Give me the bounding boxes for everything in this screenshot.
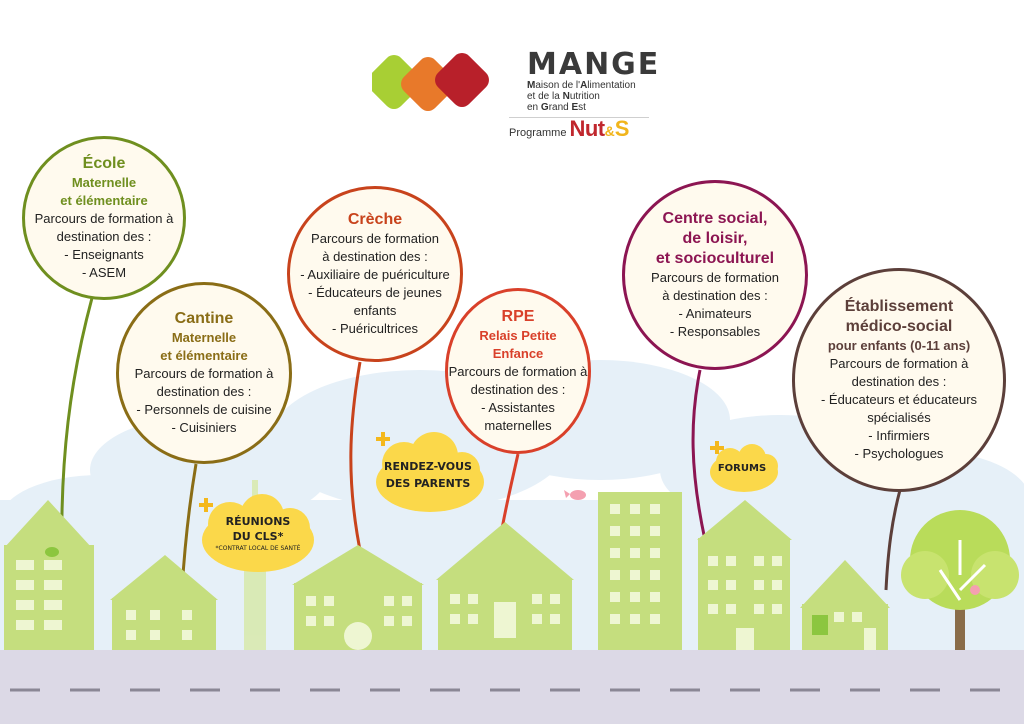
bubble-text: à destination des :: [662, 288, 768, 303]
list-item: - Personnels de cuisine: [136, 402, 272, 417]
cloud-note: *CONTRAT LOCAL DE SANTÉ: [215, 545, 301, 552]
bubble-centre-social: [622, 180, 808, 370]
bubble-subtitle: Maternelle: [171, 330, 237, 345]
bubble-subtitle: Relais Petite: [479, 328, 557, 343]
road: [0, 650, 1024, 724]
bubble-text: destination des :: [851, 374, 947, 389]
mange-logo-icon: [372, 52, 512, 112]
list-item: enfants: [353, 303, 397, 318]
bubble-creche: [287, 186, 463, 362]
bubble-subtitle: pour enfants (0-11 ans): [827, 338, 971, 353]
bubble-ecole: [22, 136, 186, 300]
bubble-cantine: [116, 282, 292, 464]
list-item: - Cuisiniers: [171, 420, 237, 435]
list-item: - Infirmiers: [868, 428, 930, 443]
bubble-subtitle: Enfance: [492, 346, 544, 361]
programme-label: Programme Nut & S: [509, 116, 630, 141]
bubble-text: destination des :: [156, 384, 252, 399]
bubble-title: Crèche: [347, 211, 403, 228]
cloud-label: FORUMS: [717, 463, 767, 474]
list-item: - Éducateurs et éducateurs: [820, 392, 978, 407]
brand-subtitle: Maison de l'Alimentation et de la Nutrition en Grand Est: [527, 80, 636, 113]
bubble-title: médico-social: [845, 318, 953, 335]
bubble-text: destination des :: [470, 382, 566, 397]
bubble-text: Parcours de formation: [651, 270, 779, 285]
bubble-title: et socioculturel: [655, 250, 775, 267]
list-item: - Responsables: [669, 324, 761, 339]
bubble-subtitle: et élémentaire: [60, 193, 148, 208]
list-item: - Psychologues: [854, 446, 944, 461]
cloud-label: DU CLS*: [232, 530, 284, 543]
cloud-forums: [704, 438, 780, 494]
bubble-text: destination des :: [56, 229, 152, 244]
list-item: - Éducateurs de jeunes: [308, 285, 442, 300]
bubble-text: Parcours de formation à: [448, 364, 588, 379]
cloud-rendez-vous-parents: [370, 430, 486, 518]
bubble-subtitle: et élémentaire: [160, 348, 248, 363]
cloud-label: RÉUNIONS: [225, 515, 291, 528]
bubble-title: RPE: [501, 308, 535, 325]
brand-block: [527, 47, 661, 113]
list-item: - Assistantes: [481, 400, 555, 415]
bubble-title: École: [82, 155, 126, 172]
bubble-text: Parcours de formation à: [134, 366, 274, 381]
bubble-text: Parcours de formation à: [829, 356, 969, 371]
bubble-text: à destination des :: [322, 249, 428, 264]
bubble-title: Centre social,: [662, 210, 768, 227]
list-item: - ASEM: [81, 265, 127, 280]
bubble-title: de loisir,: [682, 230, 748, 247]
brand-name: MANGE: [527, 47, 661, 82]
list-item: spécialisés: [867, 410, 931, 425]
list-item: - Puéricultrices: [332, 321, 418, 336]
list-item: maternelles: [484, 418, 552, 433]
bubble-medico-social: [792, 268, 1006, 492]
cloud-label: DES PARENTS: [385, 477, 471, 490]
bubble-text: Parcours de formation: [311, 231, 439, 246]
bubble-title: Établissement: [844, 298, 954, 315]
list-item: - Auxiliaire de puériculture: [300, 267, 450, 282]
cloud-label: RENDEZ-VOUS: [384, 460, 472, 473]
bubble-title: Cantine: [174, 310, 234, 327]
cloud-reunions-cls: [196, 494, 320, 578]
list-item: - Animateurs: [678, 306, 752, 321]
bubble-subtitle: Maternelle: [71, 175, 137, 190]
bubble-text: Parcours de formation à: [34, 211, 174, 226]
list-item: - Enseignants: [64, 247, 144, 262]
